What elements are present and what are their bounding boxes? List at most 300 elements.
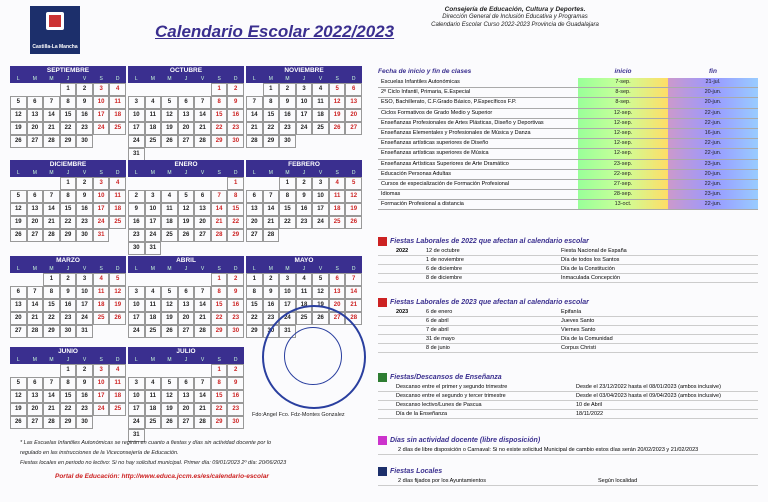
section-fiestas-locales	[378, 466, 758, 486]
day-cell: 27	[178, 416, 195, 429]
day-cell: 11	[109, 190, 126, 203]
day-cell: 6	[329, 273, 346, 286]
day-cell: 27	[27, 416, 44, 429]
day-cell: 30	[263, 325, 280, 338]
day-cell: 9	[76, 190, 93, 203]
day-cell: 15	[227, 203, 244, 216]
list-item: 7 de abril Viernes Santo	[378, 326, 758, 335]
day-cell: 25	[145, 416, 162, 429]
day-cell: 10	[93, 190, 110, 203]
day-cell: 16	[76, 203, 93, 216]
day-cell: 26	[345, 216, 362, 229]
table-row: Enseñanzas Artísticas Superiores de Arte Dramático 23-sep. 23-jun.	[378, 160, 758, 170]
table-row: Enseñanzas Elementales y Profesionales de Música y Danza 12-sep. 16-jun.	[378, 129, 758, 139]
table-row: ESO, Bachillerato, C.F.Grado Básico, P.Específicos F.P. 8-sep. 20-jun.	[378, 98, 758, 108]
day-cell: 11	[109, 377, 126, 390]
day-cell: 28	[43, 229, 60, 242]
day-cell: 18	[109, 203, 126, 216]
day-cell: 23	[227, 312, 244, 325]
list-item: 6 de diciembre Día de la Constitución	[378, 265, 758, 274]
section-title: Fiestas/Descansos de Enseñanza	[378, 372, 758, 383]
day-cell: 10	[93, 377, 110, 390]
day-cell: 3	[145, 190, 162, 203]
day-cell: 8	[43, 286, 60, 299]
day-cell: 4	[161, 190, 178, 203]
day-cell: 6	[27, 190, 44, 203]
month-title: SEPTIEMBRE	[10, 66, 126, 76]
list-item: 2023 6 de enero Epifanía	[378, 308, 758, 317]
day-cell: 13	[178, 109, 195, 122]
day-cell: 5	[10, 190, 27, 203]
day-cell: 27	[27, 229, 44, 242]
header-line-1: Consejería de Educación, Cultura y Deportes.	[444, 6, 586, 13]
day-cell: 4	[145, 377, 162, 390]
day-cell: 5	[312, 273, 329, 286]
day-cell: 28	[43, 416, 60, 429]
day-cell: 11	[145, 109, 162, 122]
day-cell: 2	[60, 273, 77, 286]
day-cell: 7	[43, 96, 60, 109]
month-febrero	[246, 160, 362, 242]
day-cell: 17	[128, 312, 145, 325]
day-cell: 18	[109, 109, 126, 122]
day-cell: 12	[345, 190, 362, 203]
day-cell: 17	[279, 299, 296, 312]
day-cell: 22	[211, 403, 228, 416]
day-cell: 17	[93, 390, 110, 403]
day-cell: 1	[246, 273, 263, 286]
day-cell: 9	[227, 286, 244, 299]
day-cell: 22	[227, 216, 244, 229]
day-cell: 24	[312, 216, 329, 229]
day-cell: 9	[60, 286, 77, 299]
day-cell: 28	[194, 416, 211, 429]
day-cell: 3	[93, 177, 110, 190]
class-dates-table	[378, 68, 758, 210]
day-cell: 2	[128, 190, 145, 203]
day-cell: 19	[345, 203, 362, 216]
day-cell: 28	[194, 325, 211, 338]
day-cell: 15	[211, 109, 228, 122]
weekday-header: L M M J V S D	[128, 76, 244, 83]
day-cell: 19	[329, 109, 346, 122]
day-cell: 18	[296, 299, 313, 312]
day-cell: 24	[93, 403, 110, 416]
weekday-header: L M M J V S D	[10, 266, 126, 273]
day-cell: 12	[161, 109, 178, 122]
day-cell: 20	[10, 312, 27, 325]
days-grid	[128, 83, 244, 161]
month-noviembre	[246, 66, 362, 148]
month-title: FEBRERO	[246, 160, 362, 170]
day-cell: 7	[194, 377, 211, 390]
day-cell: 27	[246, 229, 263, 242]
day-cell: 28	[263, 229, 280, 242]
day-cell: 19	[178, 216, 195, 229]
day-cell: 19	[10, 403, 27, 416]
day-cell: 6	[178, 377, 195, 390]
day-cell: 22	[60, 216, 77, 229]
table-header	[378, 68, 758, 78]
list-item: Descanso entre el segundo y tercer trimestre Desde el 03/04/2023 hasta el 09/04/2023 (ambos inclusive)	[378, 392, 758, 401]
day-cell: 14	[345, 286, 362, 299]
weekday-header: L M M J V S D	[246, 266, 362, 273]
day-cell: 15	[60, 203, 77, 216]
day-cell: 3	[93, 364, 110, 377]
month-title: DICIEMBRE	[10, 160, 126, 170]
day-cell: 14	[246, 109, 263, 122]
month-abril	[128, 256, 244, 338]
days-grid	[128, 177, 244, 255]
weekday-header: L M M J V S D	[246, 170, 362, 177]
day-cell: 8	[211, 96, 228, 109]
days-grid	[246, 83, 362, 148]
day-cell: 31	[93, 229, 110, 242]
weekday-header: L M M J V S D	[10, 76, 126, 83]
day-cell: 22	[279, 216, 296, 229]
month-junio	[10, 347, 126, 429]
day-cell: 13	[329, 286, 346, 299]
table-row: Enseñanzas Profesionales de Artes Plásticas, Diseño y Deportivas 12-sep. 22-jun.	[378, 119, 758, 129]
section-fiestas-2022	[378, 236, 758, 283]
day-cell: 21	[345, 299, 362, 312]
day-cell: 5	[10, 96, 27, 109]
day-cell: 25	[109, 403, 126, 416]
day-cell: 30	[76, 416, 93, 429]
header-line-3: Calendario Escolar Curso 2022-2023 Provincia de Guadalajara	[431, 22, 599, 29]
day-cell: 20	[246, 216, 263, 229]
day-cell: 5	[161, 377, 178, 390]
day-cell: 30	[76, 135, 93, 148]
day-cell: 23	[60, 312, 77, 325]
day-cell: 8	[211, 286, 228, 299]
day-cell: 16	[263, 299, 280, 312]
day-cell: 14	[194, 299, 211, 312]
day-cell: 24	[296, 122, 313, 135]
section-title: Fiestas Laborales de 2022 que afectan al calendario escolar	[378, 236, 758, 247]
day-cell: 20	[194, 216, 211, 229]
day-cell: 28	[246, 135, 263, 148]
section-descansos	[378, 372, 758, 419]
libre-text: 2 días de libre disposición o Carnaval: Si no existe solicitud Municipal de cambio estos días serán 20/02/2023 y 21/02/2023	[378, 446, 758, 455]
day-cell: 1	[60, 177, 77, 190]
day-cell: 15	[43, 299, 60, 312]
day-cell: 6	[27, 96, 44, 109]
day-cell: 21	[27, 312, 44, 325]
table-row: 2º Ciclo Infantil, Primaria, E.Especial 8-sep. 20-jun.	[378, 88, 758, 98]
month-title: MAYO	[246, 256, 362, 266]
day-cell: 20	[329, 299, 346, 312]
day-cell: 6	[27, 377, 44, 390]
day-cell: 14	[263, 203, 280, 216]
day-cell: 20	[178, 403, 195, 416]
day-cell: 10	[279, 286, 296, 299]
month-title: JULIO	[128, 347, 244, 357]
day-cell: 19	[161, 312, 178, 325]
day-cell: 15	[246, 299, 263, 312]
day-cell: 13	[178, 299, 195, 312]
day-cell: 12	[161, 390, 178, 403]
day-cell: 1	[263, 83, 280, 96]
day-cell: 29	[246, 325, 263, 338]
day-cell: 16	[279, 109, 296, 122]
day-cell: 21	[246, 122, 263, 135]
day-cell: 19	[312, 299, 329, 312]
list-item: 8 de diciembre Inmaculada Concepción	[378, 274, 758, 283]
day-cell: 19	[161, 122, 178, 135]
day-cell: 19	[10, 216, 27, 229]
day-cell: 7	[43, 377, 60, 390]
day-cell: 15	[60, 109, 77, 122]
day-cell: 4	[329, 177, 346, 190]
section-libre-disposicion	[378, 435, 758, 455]
day-cell: 13	[27, 203, 44, 216]
day-cell: 6	[246, 190, 263, 203]
day-cell: 29	[211, 416, 228, 429]
day-cell: 3	[128, 286, 145, 299]
day-cell: 18	[93, 299, 110, 312]
month-title: ABRIL	[128, 256, 244, 266]
day-cell: 12	[10, 390, 27, 403]
day-cell: 2	[76, 177, 93, 190]
day-cell: 13	[194, 203, 211, 216]
day-cell: 7	[211, 190, 228, 203]
day-cell: 25	[109, 216, 126, 229]
table-row: Idiomas 28-sep. 23-jun.	[378, 190, 758, 200]
day-cell: 18	[312, 109, 329, 122]
day-cell: 12	[10, 203, 27, 216]
day-cell: 30	[128, 242, 145, 255]
day-cell: 31	[128, 148, 145, 161]
day-cell: 5	[329, 83, 346, 96]
locales-desc: 2 días fijados por los Ayuntamientos	[398, 478, 486, 484]
days-grid	[10, 177, 126, 242]
logo-text: Castilla-La Mancha	[32, 44, 78, 50]
day-cell: 27	[345, 122, 362, 135]
day-cell: 12	[109, 286, 126, 299]
col-header-start: inicio	[614, 68, 632, 75]
day-cell: 29	[60, 416, 77, 429]
list-item: 1 de noviembre Día de todos los Santos	[378, 256, 758, 265]
day-cell: 25	[161, 229, 178, 242]
day-cell: 25	[145, 135, 162, 148]
section-title: Días sin actividad docente (libre disposición)	[378, 435, 758, 446]
day-cell: 22	[246, 312, 263, 325]
day-cell: 14	[194, 390, 211, 403]
day-cell: 5	[161, 96, 178, 109]
day-cell: 25	[296, 312, 313, 325]
day-cell: 21	[211, 216, 228, 229]
day-cell: 29	[227, 229, 244, 242]
day-cell: 6	[178, 96, 195, 109]
day-cell: 2	[296, 177, 313, 190]
day-cell: 9	[227, 377, 244, 390]
day-cell: 7	[27, 286, 44, 299]
day-cell: 29	[211, 325, 228, 338]
day-cell: 25	[312, 122, 329, 135]
day-cell: 1	[60, 364, 77, 377]
table-row: Cursos de especialización de Formación Profesional 27-sep. 22-jun.	[378, 180, 758, 190]
day-cell: 9	[76, 96, 93, 109]
list-item: Descanso entre el primer y segundo trimestre Desde el 23/12/2022 hasta el 08/01/2023 (ambos inclusive)	[378, 383, 758, 392]
days-grid	[10, 273, 126, 338]
day-cell: 16	[128, 216, 145, 229]
day-cell: 1	[211, 273, 228, 286]
day-cell: 16	[227, 299, 244, 312]
day-cell: 30	[227, 325, 244, 338]
list-item: Descanso lectivo/Lunes de Pascua 10 de Abril	[378, 401, 758, 410]
day-cell: 26	[10, 229, 27, 242]
day-cell: 2	[76, 364, 93, 377]
day-cell: 9	[296, 190, 313, 203]
day-cell: 24	[128, 135, 145, 148]
day-cell: 16	[296, 203, 313, 216]
day-cell: 23	[279, 122, 296, 135]
month-julio	[128, 347, 244, 442]
day-cell: 24	[279, 312, 296, 325]
day-cell: 8	[279, 190, 296, 203]
day-cell: 14	[194, 109, 211, 122]
day-cell: 18	[145, 312, 162, 325]
day-cell: 24	[76, 312, 93, 325]
month-octubre	[128, 66, 244, 161]
day-cell: 17	[76, 299, 93, 312]
page-title: Calendario Escolar 2022/2023	[155, 22, 395, 41]
month-septiembre	[10, 66, 126, 148]
day-cell: 17	[128, 122, 145, 135]
day-cell: 3	[312, 177, 329, 190]
day-cell: 6	[194, 190, 211, 203]
day-cell: 16	[227, 109, 244, 122]
day-cell: 16	[76, 390, 93, 403]
day-cell: 5	[178, 190, 195, 203]
day-cell: 15	[211, 299, 228, 312]
day-cell: 9	[227, 96, 244, 109]
day-cell: 8	[246, 286, 263, 299]
day-cell: 18	[145, 122, 162, 135]
day-cell: 12	[161, 299, 178, 312]
day-cell: 4	[145, 286, 162, 299]
day-cell: 31	[279, 325, 296, 338]
day-cell: 12	[10, 109, 27, 122]
day-cell: 13	[246, 203, 263, 216]
stamp-inner	[284, 327, 342, 385]
day-cell: 17	[128, 403, 145, 416]
day-cell: 21	[194, 122, 211, 135]
day-cell: 14	[27, 299, 44, 312]
day-cell: 22	[60, 122, 77, 135]
day-cell: 21	[43, 122, 60, 135]
day-cell: 17	[312, 203, 329, 216]
day-cell: 21	[43, 403, 60, 416]
section-fiestas-2023	[378, 297, 758, 353]
day-cell: 19	[161, 403, 178, 416]
day-cell: 2	[279, 83, 296, 96]
day-cell: 26	[329, 122, 346, 135]
day-cell: 22	[211, 122, 228, 135]
day-cell: 28	[27, 325, 44, 338]
coat-of-arms-icon	[46, 12, 64, 30]
day-cell: 9	[279, 96, 296, 109]
days-grid	[10, 83, 126, 148]
day-cell: 20	[178, 312, 195, 325]
day-cell: 7	[246, 96, 263, 109]
day-cell: 13	[27, 390, 44, 403]
day-cell: 11	[93, 286, 110, 299]
day-cell: 1	[279, 177, 296, 190]
day-cell: 8	[227, 190, 244, 203]
day-cell: 7	[43, 190, 60, 203]
day-cell: 22	[60, 403, 77, 416]
day-cell: 11	[109, 96, 126, 109]
list-item: 31 de mayo Día de la Comunidad	[378, 335, 758, 344]
day-cell: 4	[109, 83, 126, 96]
day-cell: 30	[76, 229, 93, 242]
table-row: Enseñanzas artísticas superiores de Diseño 12-sep. 22-jun.	[378, 139, 758, 149]
signature: Fdo:Angel Fco. Fdz-Montes Gonzalez	[252, 412, 345, 418]
header-info	[430, 6, 600, 30]
portal-link[interactable]: Portal de Educación: http://www.educa.jccm.es/es/calendario-escolar	[55, 473, 269, 480]
day-cell: 5	[161, 286, 178, 299]
day-cell: 5	[345, 177, 362, 190]
day-cell: 4	[145, 96, 162, 109]
day-cell: 20	[27, 216, 44, 229]
day-cell: 1	[211, 83, 228, 96]
day-cell: 17	[296, 109, 313, 122]
day-cell: 13	[345, 96, 362, 109]
day-cell: 25	[145, 325, 162, 338]
days-grid	[128, 273, 244, 338]
day-cell: 18	[329, 203, 346, 216]
weekday-header: L M M J V S D	[10, 170, 126, 177]
day-cell: 7	[345, 273, 362, 286]
day-cell: 23	[227, 122, 244, 135]
day-cell: 2	[76, 83, 93, 96]
day-cell: 21	[194, 312, 211, 325]
day-cell: 3	[128, 377, 145, 390]
day-cell: 11	[145, 390, 162, 403]
section-title: Fiestas Laborales de 2023 que afectan al calendario escolar	[378, 297, 758, 308]
day-cell: 31	[76, 325, 93, 338]
section-title: Fiestas Locales	[378, 466, 758, 477]
day-cell: 14	[43, 203, 60, 216]
day-cell: 27	[27, 135, 44, 148]
day-cell: 6	[10, 286, 27, 299]
day-cell: 22	[211, 312, 228, 325]
day-cell: 8	[211, 377, 228, 390]
day-cell: 4	[109, 364, 126, 377]
day-cell: 25	[93, 312, 110, 325]
day-cell: 26	[109, 312, 126, 325]
day-cell: 23	[296, 216, 313, 229]
month-title: JUNIO	[10, 347, 126, 357]
day-cell: 5	[109, 273, 126, 286]
month-title: NOVIEMBRE	[246, 66, 362, 76]
day-cell: 10	[128, 109, 145, 122]
day-cell: 23	[76, 403, 93, 416]
day-cell: 24	[128, 325, 145, 338]
day-cell: 16	[60, 299, 77, 312]
day-cell: 4	[109, 177, 126, 190]
day-cell: 19	[10, 122, 27, 135]
day-cell: 26	[161, 416, 178, 429]
day-cell: 23	[76, 122, 93, 135]
list-item: 6 de abril Jueves Santo	[378, 317, 758, 326]
note-1: * Las Escuelas Infantiles Autonómicas se regirán en cuanto a fiestas y días sin actividad docente por lo	[20, 440, 272, 446]
day-cell: 31	[145, 242, 162, 255]
day-cell: 3	[93, 83, 110, 96]
day-cell: 27	[10, 325, 27, 338]
